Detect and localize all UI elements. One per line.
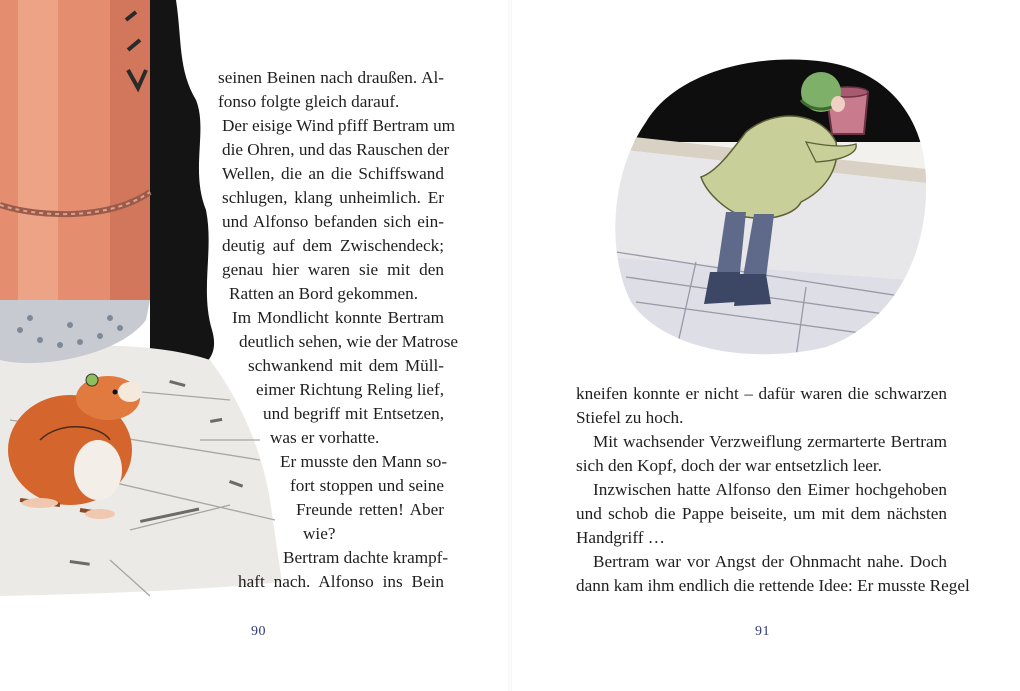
text-line: sich den Kopf, doch der war entsetzlich leer. — [576, 456, 882, 475]
page-number-left: 90 — [251, 624, 266, 639]
text-line: Handgriff … — [576, 528, 665, 547]
text-line: und begriff mit Entsetzen, — [263, 404, 444, 423]
text-line: eimer Richtung Reling lief, — [256, 380, 445, 399]
text-line: Ratten an Bord gekommen. — [229, 284, 419, 303]
text-line: Mit wachsender Verzweiflung zermarterte Bertram — [593, 432, 947, 451]
text-line: Der eisige Wind pfiff Bertram um — [222, 116, 456, 135]
book-gutter — [508, 0, 512, 691]
text-line: wie? — [303, 524, 336, 543]
text-line: fort stoppen und seine — [290, 476, 444, 495]
text-line: schwankend mit dem Müll- — [248, 356, 444, 375]
sailor-at-railing-illustration — [606, 52, 936, 362]
text-line: Bertram war vor Angst der Ohnmacht nahe. Doch — [593, 552, 947, 571]
text-line: Stiefel zu hoch. — [576, 408, 684, 427]
text-line: schlugen, klang unheimlich. Er — [222, 188, 444, 207]
page-number-right: 91 — [755, 624, 770, 639]
text-line: und schob die Pappe beiseite, um mit dem nächsten — [576, 504, 947, 523]
text-line: genau hier waren sie mit den — [222, 260, 444, 279]
text-line: Freunde retten! Aber — [296, 500, 444, 519]
text-line: Bertram dachte krampf- — [283, 548, 449, 567]
text-line: Wellen, die an die Schiffswand — [222, 164, 444, 183]
text-line: Inzwischen hatte Alfonso den Eimer hochgehoben — [593, 480, 947, 499]
text-line: deutlich sehen, wie der Matrose — [239, 332, 459, 351]
text-line: deutig auf dem Zwischendeck; — [222, 236, 444, 255]
text-line: dann kam ihm endlich die rettende Idee: Er musste Regel — [576, 576, 970, 595]
text-line: und Alfonso befanden sich ein- — [222, 212, 444, 231]
text-line: Im Mondlicht konnte Bertram — [232, 308, 444, 327]
text-line: was er vorhatte. — [270, 428, 380, 447]
text-line: Er musste den Mann so- — [280, 452, 448, 471]
text-line: die Ohren, und das Rauschen der — [222, 140, 450, 159]
text-line: kneifen konnte er nicht – dafür waren die schwarzen — [576, 384, 947, 403]
text-line: fonso folgte gleich darauf. — [218, 92, 400, 111]
text-line: seinen Beinen nach draußen. Al- — [218, 68, 444, 87]
text-line: haft nach. Alfonso ins Bein — [238, 572, 444, 591]
